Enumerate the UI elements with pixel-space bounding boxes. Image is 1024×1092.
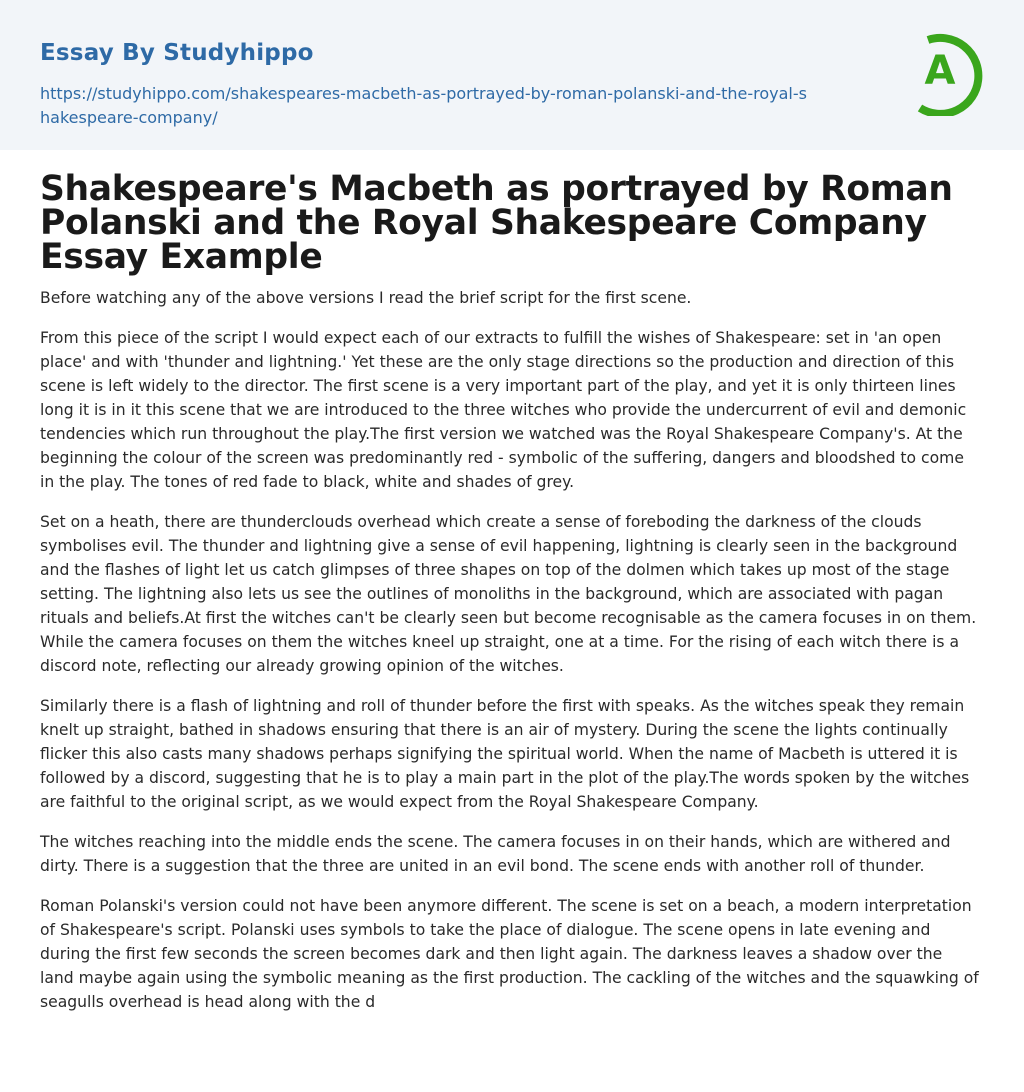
site-header <box>0 0 1024 150</box>
article-paragraph: Similarly there is a flash of lightning and roll of thunder before the first with speaks. As the witches speak they remain knelt up straight, bathed in shadows ensuring that there is an air of mystery. During the scene the lights continually flicker this also casts many shadows perhaps signifying the spiritual world. When the name of Macbeth is uttered it is followed by a discord, suggesting that he is to play a main part in the plot of the play.The words spoken by the witches are faithful to the original script, as we would expect from the Royal Shakespeare Company. <box>40 697 970 811</box>
article-paragraph: Roman Polanski's version could not have been anymore different. The scene is set on a beach, a modern interpretation of Shakespeare's script. Polanski uses symbols to take the place of dialogue. The scene opens in late evening and during the first few seconds the screen becomes dark and then light again. The darkness leaves a shadow over the land maybe again using the symbolic meaning as the first production. The cackling of the witches and the squawking of seagulls overhead is head along with the d <box>40 897 979 1011</box>
essay-url-link[interactable]: https://studyhippo.com/shakespeares-macbeth-as-portrayed-by-roman-polanski-and-the-royal-shakespeare-company/ <box>40 84 807 127</box>
studyhippo-logo-icon[interactable] <box>906 28 990 116</box>
logo-letter: A <box>924 48 956 94</box>
article-content <box>40 169 980 1030</box>
site-brand[interactable]: Essay By Studyhippo <box>40 40 314 66</box>
article-paragraph: Set on a heath, there are thunderclouds overhead which create a sense of foreboding the darkness of the clouds symbolises evil. The thunder and lightning give a sense of evil happening, lightning is clearly seen in the background and the flashes of light let us catch glimpses of three shapes on top of the dolmen which takes up most of the stage setting. The lightning also lets us see the outlines of monoliths in the background, which are associated with pagan rituals and beliefs.At first the witches can't be clearly seen but become recognisable as the camera focuses in on them. While the camera focuses on them the witches kneel up straight, one at a time. For the rising of each witch there is a discord note, reflecting our already growing opinion of the witches. <box>40 513 977 675</box>
article-paragraph: The witches reaching into the middle ends the scene. The camera focuses in on their hands, which are withered and dirty. There is a suggestion that the three are united in an evil bond. The scene ends with another roll of thunder. <box>40 833 951 875</box>
article-title: Shakespeare's Macbeth as portrayed by Roman Polanski and the Royal Shakespeare Company Essay Example <box>40 169 953 277</box>
article-paragraph: Before watching any of the above versions I read the brief script for the first scene. <box>40 289 692 307</box>
article-paragraph: From this piece of the script I would expect each of our extracts to fulfill the wishes of Shakespeare: set in 'an open place' and with 'thunder and lightning.' Yet these are the only stage directions so the production and direction of this scene is left widely to the director. The first scene is a very important part of the play, and yet it is only thirteen lines long it is in it this scene that we are introduced to the three witches who provide the undercurrent of evil and demonic tendencies which run throughout the play.The first version we watched was the Royal Shakespeare Company's. At the beginning the colour of the screen was predominantly red - symbolic of the suffering, dangers and bloodshed to come in the play. The tones of red fade to black, white and shades of grey. <box>40 329 967 491</box>
